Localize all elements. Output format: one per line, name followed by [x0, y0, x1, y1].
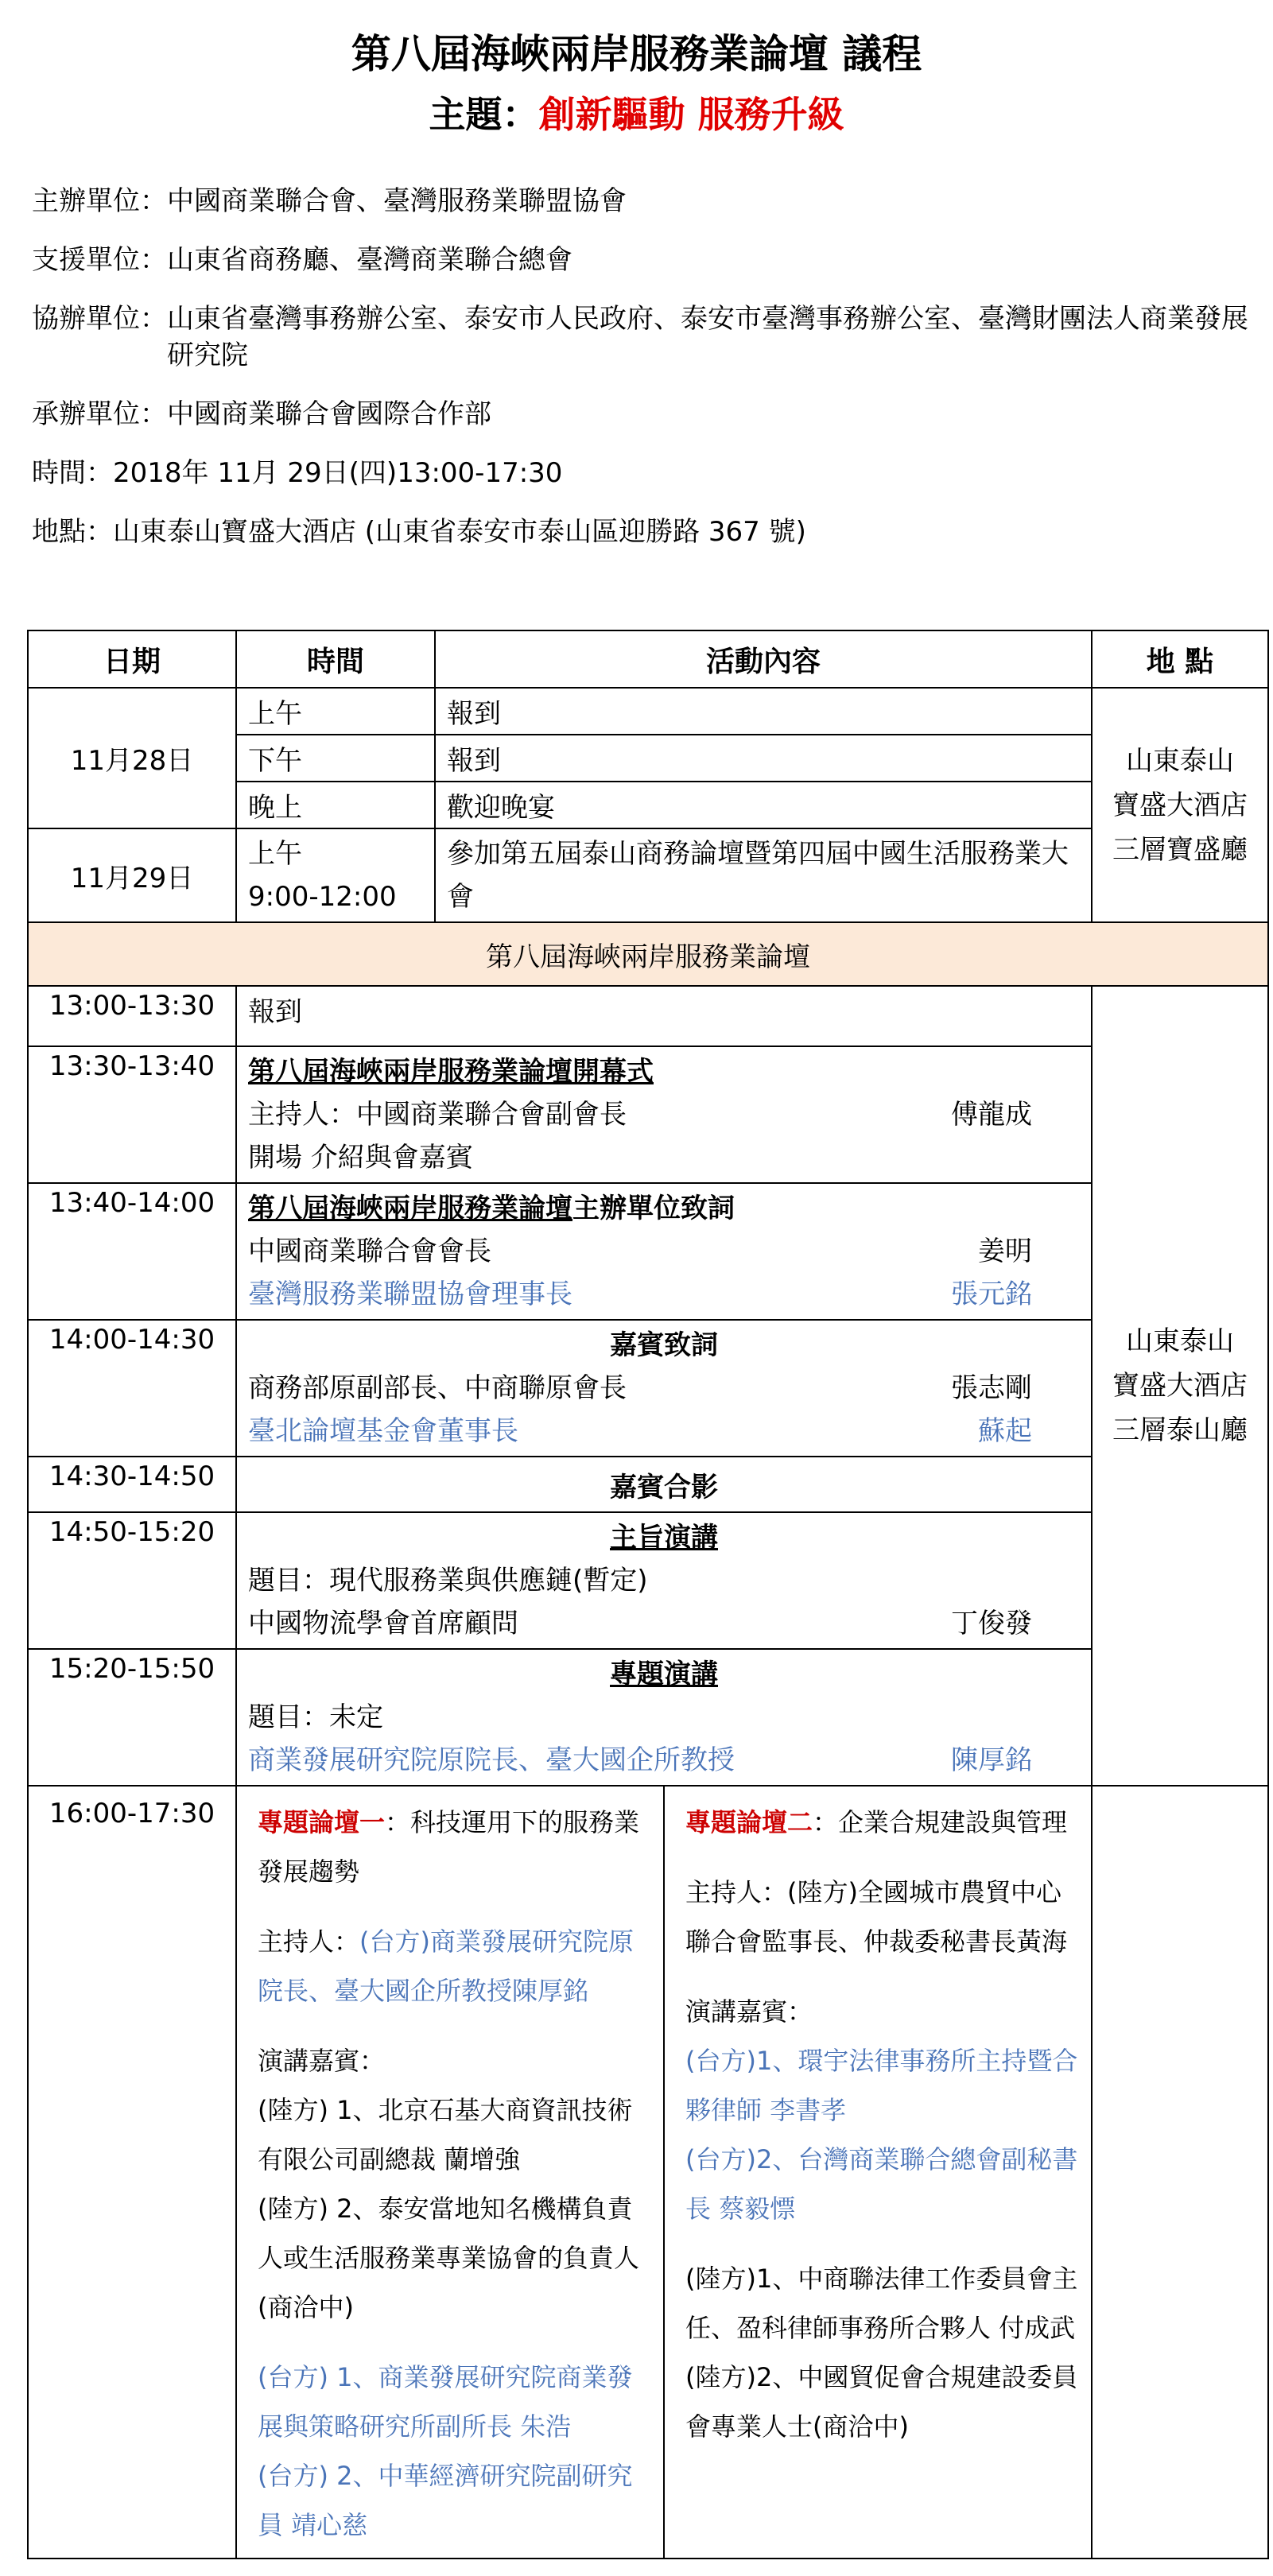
content-cell: 歡迎晚宴: [435, 782, 1092, 828]
forum-topic: ：企業合規建設與管理: [813, 1807, 1068, 1837]
table-row: [28, 1046, 1268, 1183]
venue-line: 三層泰山廳: [1112, 1414, 1248, 1446]
header-venue: 地 點: [1092, 630, 1268, 688]
session-line: [248, 1367, 1080, 1410]
host-prefix: 主持人：: [258, 1926, 360, 1957]
info-value: 山東省商務廳、臺灣商業聯合總會: [167, 244, 572, 276]
session-title: 主旨演講: [610, 1522, 718, 1554]
forum-two: [664, 1787, 1091, 2558]
person-name: 丁俊發: [951, 1608, 1032, 1639]
time-line: 上午: [248, 838, 302, 870]
session-line: [248, 1602, 1080, 1645]
speakers-label: 演講嘉賓：: [685, 1996, 813, 2027]
venue-line: 寶盛大酒店: [1112, 1370, 1248, 1402]
session-topic: 題目：現代服務業與供應鏈(暫定): [248, 1565, 648, 1596]
subtitle-label: 主題：: [429, 93, 539, 136]
subtitle-theme: 創新驅動 服務升級: [538, 93, 844, 136]
role-text: 臺灣服務業聯盟協會理事長: [248, 1278, 572, 1310]
venue-cell: [1092, 688, 1268, 922]
venue-line: 三層寶盛廳: [1112, 833, 1248, 866]
time-cell: 上午: [236, 688, 435, 735]
session-time: 14:30-14:50: [28, 1457, 236, 1512]
venue-line: 寶盛大酒店: [1112, 789, 1248, 821]
agenda-table: [27, 630, 1269, 2559]
session-content: [236, 1320, 1092, 1457]
time-cell: 下午: [236, 735, 435, 782]
session-line: [248, 1230, 1080, 1273]
session-time: 14:00-14:30: [28, 1320, 236, 1457]
session-note: 開場 介紹與會嘉賓: [248, 1142, 473, 1174]
role-text: 中國商業聯合會會長: [248, 1236, 491, 1267]
venue-cell-empty: [1092, 1786, 1268, 2559]
page-subtitle: [0, 86, 1273, 138]
person-name: 張志剛: [951, 1372, 1032, 1404]
speakers-label: 演講嘉賓：: [258, 2046, 386, 2076]
time-cell: [236, 828, 435, 922]
forum-topic: ：科技運用下的服務業發展趨勢: [258, 1807, 640, 1887]
speaker-item: (台方) 1、商業發展研究院商業發展與策略研究所副所長 朱浩: [258, 2362, 633, 2442]
host-text: (台方)商業發展研究院原院長、臺大國企所教授陳厚銘: [258, 1926, 634, 2006]
table-row: [28, 1457, 1268, 1512]
header-date: 日期: [28, 630, 236, 688]
session-time: 14:50-15:20: [28, 1512, 236, 1649]
session-title: [248, 1187, 1080, 1230]
forum-label: 專題論壇一: [258, 1807, 386, 1837]
person-name: 陳厚銘: [951, 1744, 1032, 1776]
info-row: [32, 396, 1248, 433]
table-row: [28, 1512, 1268, 1649]
info-row: [32, 301, 1248, 374]
speaker-item: (陸方) 2、泰安當地知名機構負責人或生活服務業專業協會的負責人(商洽中): [258, 2194, 640, 2322]
info-block: [32, 183, 1248, 572]
role-text: 中國物流學會首席顧問: [248, 1608, 518, 1639]
speaker-item: (台方)2、台灣商業聯合總會副秘書長 蔡毅慓: [685, 2144, 1078, 2224]
session-content: [236, 1046, 1092, 1183]
speaker-item: (台方)1、環宇法律事務所主持暨合夥律師 李書孝: [685, 2046, 1078, 2125]
time-cell: 晚上: [236, 782, 435, 828]
info-label: 主辦單位：: [32, 185, 167, 217]
info-value: 山東省臺灣事務辦公室、泰安市人民政府、泰安市臺灣事務辦公室、臺灣財團法人商業發展研究院: [167, 303, 1248, 371]
session-title: 嘉賓致詞: [610, 1329, 718, 1361]
table-header-row: [28, 630, 1268, 688]
info-row: [32, 455, 1248, 491]
person-name: 蘇起: [978, 1415, 1032, 1447]
page-title: 第八屆海峽兩岸服務業論壇 議程: [351, 31, 922, 77]
forum-one: [237, 1787, 664, 2558]
session-title: 第八屆海峽兩岸服務業論壇開幕式: [248, 1056, 654, 1088]
date-cell: 11月28日: [28, 688, 236, 828]
info-row: [32, 242, 1248, 278]
speaker-item: (陸方)2、中國貿促會合規建設委員會專業人士(商洽中): [685, 2362, 1078, 2442]
host-text: 主持人：(陸方)全國城市農貿中心聯合會監事長、仲裁委秘書長黃海: [685, 1877, 1068, 1957]
content-cell: 報到: [435, 735, 1092, 782]
table-row: [28, 828, 1268, 922]
table-row: [28, 1786, 1268, 2559]
role-text: 臺北論壇基金會董事長: [248, 1415, 518, 1447]
info-label: 協辦單位：: [32, 303, 167, 335]
session-content: [236, 1649, 1092, 1786]
role-text: 商務部原副部長、中商聯原會長: [248, 1372, 627, 1404]
info-row: [32, 183, 1248, 219]
forum-label: 專題論壇二: [685, 1807, 813, 1837]
session-line: [248, 1739, 1080, 1782]
table-row: [28, 1320, 1268, 1457]
person-name: 傅龍成: [951, 1099, 1032, 1131]
info-label: 地點：: [32, 516, 113, 548]
header-content: 活動內容: [435, 630, 1092, 688]
session-time: 16:00-17:30: [28, 1786, 236, 2559]
table-row: [28, 986, 1268, 1046]
session-line: [248, 1093, 1080, 1136]
info-value: 山東泰山寶盛大酒店 (山東省泰安市泰山區迎勝路 367 號): [113, 516, 806, 548]
table-row: [28, 688, 1268, 735]
banner-row: [28, 922, 1268, 986]
info-value: 中國商業聯合會國際合作部: [167, 398, 491, 430]
time-line: 9:00-12:00: [248, 881, 397, 913]
forum-banner: 第八屆海峽兩岸服務業論壇: [28, 922, 1268, 986]
speaker-item: (台方) 2、中華經濟研究院副研究員 靖心慈: [258, 2461, 633, 2540]
info-row: [32, 514, 1248, 550]
session-line: [248, 1410, 1080, 1453]
session-content: [236, 1183, 1092, 1320]
info-value: 2018年 11月 29日(四)13:00-17:30: [113, 457, 563, 489]
info-label: 承辦單位：: [32, 398, 167, 430]
table-row: [28, 1183, 1268, 1320]
info-value: 中國商業聯合會、臺灣服務業聯盟協會: [167, 185, 627, 217]
session-content: [236, 1512, 1092, 1649]
content-cell: 報到: [435, 688, 1092, 735]
date-cell: 11月29日: [28, 828, 236, 922]
info-label: 時間：: [32, 457, 113, 489]
session-time: 15:20-15:50: [28, 1649, 236, 1786]
person-name: 姜明: [978, 1236, 1032, 1267]
session-topic: 題目：未定: [248, 1701, 383, 1733]
session-title-a: 第八屆海峽兩岸服務業論壇: [248, 1193, 572, 1224]
info-label: 支援單位：: [32, 244, 167, 276]
venue-line: 山東泰山: [1126, 744, 1234, 777]
session-line: [248, 1273, 1080, 1316]
speaker-item: (陸方) 1、北京石基大商資訊技術有限公司副總裁 蘭增強: [258, 2095, 633, 2174]
speaker-item: (陸方)1、中商聯法律工作委員會主任、盈科律師事務所合夥人 付成武: [685, 2264, 1078, 2343]
content-cell: 參加第五屆泰山商務論壇暨第四屆中國生活服務業大會: [435, 828, 1092, 922]
venue-cell: [1092, 986, 1268, 1786]
role-text: 商業發展研究院原院長、臺大國企所教授: [248, 1744, 735, 1776]
forums-cell: [236, 1786, 1092, 2559]
forums-table: [237, 1787, 1091, 2558]
session-title: 嘉賓合影: [236, 1457, 1092, 1512]
session-title: 專題演講: [610, 1658, 718, 1690]
table-row: [28, 1649, 1268, 1786]
session-time: 13:40-14:00: [28, 1183, 236, 1320]
role-text: 主持人：中國商業聯合會副會長: [248, 1099, 627, 1131]
person-name: 張元銘: [951, 1278, 1032, 1310]
session-content: 報到: [236, 986, 1092, 1046]
session-title-b: 主辦單位致詞: [572, 1193, 735, 1224]
venue-line: 山東泰山: [1126, 1325, 1234, 1357]
session-time: 13:30-13:40: [28, 1046, 236, 1183]
header-time: 時間: [236, 630, 435, 688]
session-time: 13:00-13:30: [28, 986, 236, 1046]
